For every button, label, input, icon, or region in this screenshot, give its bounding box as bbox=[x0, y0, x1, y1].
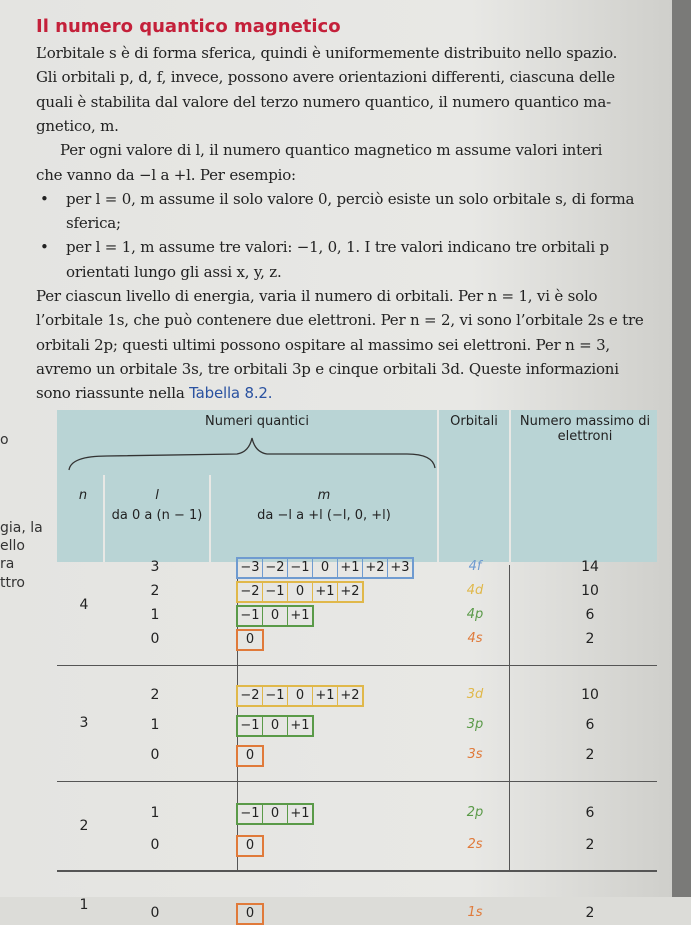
cell-l: 0 bbox=[150, 747, 160, 763]
paragraph-line: sferica; bbox=[66, 214, 121, 233]
max-electrons: 6 bbox=[585, 717, 595, 733]
orbital-label: 3d bbox=[466, 687, 484, 702]
group-divider bbox=[57, 665, 657, 666]
bullet-icon: • bbox=[40, 189, 49, 208]
paragraph-line: gnetico, m. bbox=[36, 116, 119, 135]
header-orbitals: Orbitali bbox=[450, 414, 498, 429]
m-values bbox=[236, 835, 264, 857]
m-value: −2 bbox=[262, 559, 287, 577]
m-value: 0 bbox=[312, 559, 337, 577]
m-value: +1 bbox=[287, 717, 312, 735]
m-value: 0 bbox=[245, 632, 255, 647]
m-value: −1 bbox=[262, 687, 287, 705]
m-value: +1 bbox=[287, 607, 312, 625]
m-values bbox=[236, 803, 314, 825]
cell-l: 0 bbox=[150, 905, 160, 921]
header-m: m bbox=[317, 488, 331, 503]
cell-l: 0 bbox=[150, 631, 160, 647]
cell-l: 1 bbox=[150, 607, 160, 623]
max-electrons: 2 bbox=[585, 747, 595, 763]
m-value: 0 bbox=[245, 906, 255, 921]
header-group: Numeri quantici bbox=[205, 414, 309, 429]
m-value: −1 bbox=[262, 583, 287, 601]
paragraph-line: quali è stabilita dal valore del terzo numero quantico, il numero quantico ma- bbox=[36, 92, 611, 111]
paragraph-line: per l = 1, m assume tre valori: −1, 0, 1. I tre valori indicano tre orbitali p bbox=[66, 238, 609, 257]
max-electrons: 2 bbox=[585, 631, 595, 647]
m-value: 0 bbox=[245, 748, 255, 763]
paragraph-line: Per ogni valore di l, il numero quantico magnetico m assume valori interi bbox=[60, 141, 603, 160]
paragraph-line: per l = 0, m assume il solo valore 0, perciò esiste un solo orbitale s, di forma bbox=[66, 189, 635, 208]
table-reference[interactable]: Tabella 8.2. bbox=[189, 384, 273, 403]
paragraph-line: orientati lungo gli assi x, y, z. bbox=[66, 262, 282, 281]
m-value: 0 bbox=[287, 687, 312, 705]
side-fragment: o bbox=[0, 432, 9, 448]
m-values bbox=[236, 903, 264, 925]
side-fragment: ello bbox=[0, 538, 25, 554]
m-value: −1 bbox=[240, 718, 260, 733]
paragraph-line: orbitali 2p; questi ultimi possono ospitare al massimo sei elettroni. Per n = 3, bbox=[36, 335, 610, 354]
cell-n: 3 bbox=[79, 715, 89, 731]
m-value: +2 bbox=[337, 583, 362, 601]
side-fragment: ttro bbox=[0, 575, 25, 591]
max-electrons: 10 bbox=[581, 583, 599, 599]
cell-l: 2 bbox=[150, 583, 160, 599]
paragraph-line: L’orbitale s è di forma sferica, quindi è uniformemente distribuito nello spazio. bbox=[36, 44, 618, 62]
m-values bbox=[236, 715, 314, 737]
orbital-label: 4s bbox=[467, 631, 483, 646]
orbital-label: 4p bbox=[466, 607, 484, 622]
table-bottom-line bbox=[57, 870, 657, 871]
m-value: −1 bbox=[287, 559, 312, 577]
paragraph-line: Gli orbitali p, d, f, invece, possono avere orientazioni differenti, ciascuna delle bbox=[36, 68, 615, 87]
max-electrons: 6 bbox=[585, 607, 595, 623]
max-electrons: 10 bbox=[581, 687, 599, 703]
m-value: 0 bbox=[262, 805, 287, 823]
m-value: +1 bbox=[312, 687, 337, 705]
m-values bbox=[236, 745, 264, 767]
max-electrons: 2 bbox=[585, 837, 595, 853]
paragraph-line: l’orbitale 1s, che può contenere due elettroni. Per n = 2, vi sono l’orbitale 2s e tre bbox=[36, 311, 644, 330]
paragraph-line: Per ciascun livello di energia, varia il numero di orbitali. Per n = 1, vi è solo bbox=[36, 287, 598, 305]
m-value: −2 bbox=[240, 584, 260, 599]
header-l: l bbox=[155, 488, 159, 503]
header-m-range: da −l a +l (−l, 0, +l) bbox=[257, 508, 391, 523]
m-value: −2 bbox=[240, 688, 260, 703]
m-value: −3 bbox=[240, 560, 260, 575]
m-value: −1 bbox=[240, 608, 260, 623]
cell-n: 4 bbox=[79, 597, 89, 613]
cell-l: 1 bbox=[150, 805, 160, 821]
header-max-electrons: Numero massimo di elettroni bbox=[519, 414, 651, 444]
m-value: −1 bbox=[240, 806, 260, 821]
orbital-label: 1s bbox=[467, 905, 483, 920]
bullet-icon: • bbox=[40, 238, 49, 257]
m-value: 0 bbox=[245, 838, 255, 853]
orbital-label: 4d bbox=[466, 583, 484, 598]
m-values bbox=[236, 629, 264, 651]
page-edge bbox=[672, 0, 691, 897]
m-value: 0 bbox=[262, 717, 287, 735]
max-electrons: 6 bbox=[585, 805, 595, 821]
orbital-label: 2s bbox=[467, 837, 483, 852]
m-value: +3 bbox=[387, 559, 412, 577]
section-title: Il numero quantico magnetico bbox=[36, 16, 341, 37]
max-electrons: 14 bbox=[581, 559, 599, 575]
column-divider bbox=[509, 565, 510, 870]
orbital-label: 2p bbox=[466, 805, 484, 820]
cell-l: 0 bbox=[150, 837, 160, 853]
paragraph-line: sono riassunte nella Tabella 8.2. bbox=[36, 384, 273, 403]
header-l-range: da 0 a (n − 1) bbox=[111, 508, 203, 523]
cell-l: 1 bbox=[150, 717, 160, 733]
cell-n: 2 bbox=[79, 818, 89, 834]
m-value: +1 bbox=[312, 583, 337, 601]
m-value: +1 bbox=[337, 559, 362, 577]
max-electrons: 2 bbox=[585, 905, 595, 921]
m-values bbox=[236, 581, 364, 603]
group-divider bbox=[57, 781, 657, 782]
group-divider bbox=[57, 871, 657, 872]
cell-l: 2 bbox=[150, 687, 160, 703]
paragraph-line: avremo un orbitale 3s, tre orbitali 3p e cinque orbitali 3d. Queste informazioni bbox=[36, 359, 619, 378]
m-value: +2 bbox=[337, 687, 362, 705]
brace-icon bbox=[67, 432, 437, 472]
m-value: +2 bbox=[362, 559, 387, 577]
m-value: 0 bbox=[262, 607, 287, 625]
header-n: n bbox=[78, 488, 88, 503]
m-value: +1 bbox=[287, 805, 312, 823]
table-header bbox=[57, 410, 657, 562]
m-values bbox=[236, 605, 314, 627]
m-values bbox=[236, 557, 414, 579]
orbital-label: 3s bbox=[467, 747, 483, 762]
side-fragment: ra bbox=[0, 556, 15, 572]
paragraph-line: che vanno da −l a +l. Per esempio: bbox=[36, 165, 296, 184]
cell-l: 3 bbox=[150, 559, 160, 575]
side-fragment: gia, la bbox=[0, 520, 43, 536]
m-value: 0 bbox=[287, 583, 312, 601]
m-values bbox=[236, 685, 364, 707]
orbital-label: 4f bbox=[468, 559, 482, 574]
cell-n: 1 bbox=[79, 897, 89, 913]
orbital-label: 3p bbox=[466, 717, 484, 732]
